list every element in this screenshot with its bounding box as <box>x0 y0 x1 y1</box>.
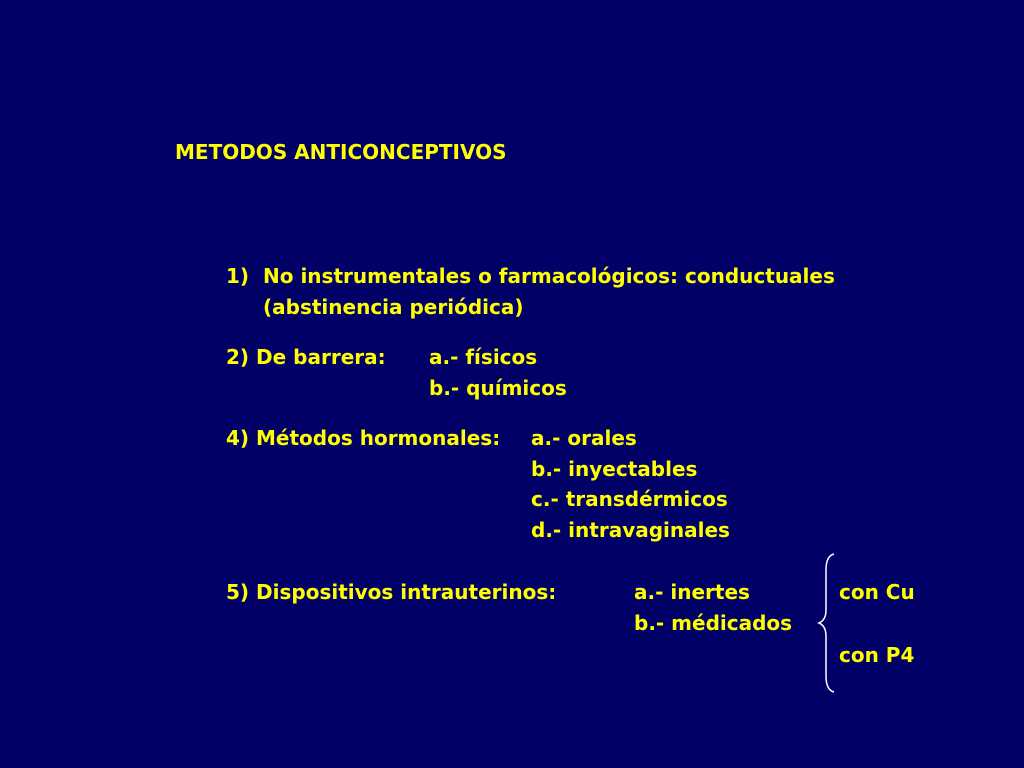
item-4-option-c: c.- transdérmicos <box>531 487 728 511</box>
item-1-line-1: No instrumentales o farmacológicos: conductuales <box>263 264 835 288</box>
item-2-label: 2) De barrera: <box>226 345 386 369</box>
item-5-sub-option-p4: con P4 <box>839 643 915 667</box>
item-4-option-b: b.- inyectables <box>531 457 698 481</box>
item-5-option-b: b.- médicados <box>634 611 793 635</box>
slide-title: METODOS ANTICONCEPTIVOS <box>175 140 507 164</box>
item-5-label: 5) Dispositivos intrauterinos: <box>226 580 557 604</box>
item-4-option-d: d.- intravaginales <box>531 518 730 542</box>
item-1-line-2: (abstinencia periódica) <box>263 295 524 319</box>
item-2-option-a: a.- físicos <box>429 345 538 369</box>
item-5-sub-option-cu: con Cu <box>839 580 915 604</box>
item-5-option-a: a.- inertes <box>634 580 750 604</box>
item-4-option-a: a.- orales <box>531 426 637 450</box>
curly-brace-icon <box>816 552 836 694</box>
item-4-label: 4) Métodos hormonales: <box>226 426 501 450</box>
item-1-number: 1) <box>226 264 250 288</box>
item-2-option-b: b.- químicos <box>429 376 567 400</box>
